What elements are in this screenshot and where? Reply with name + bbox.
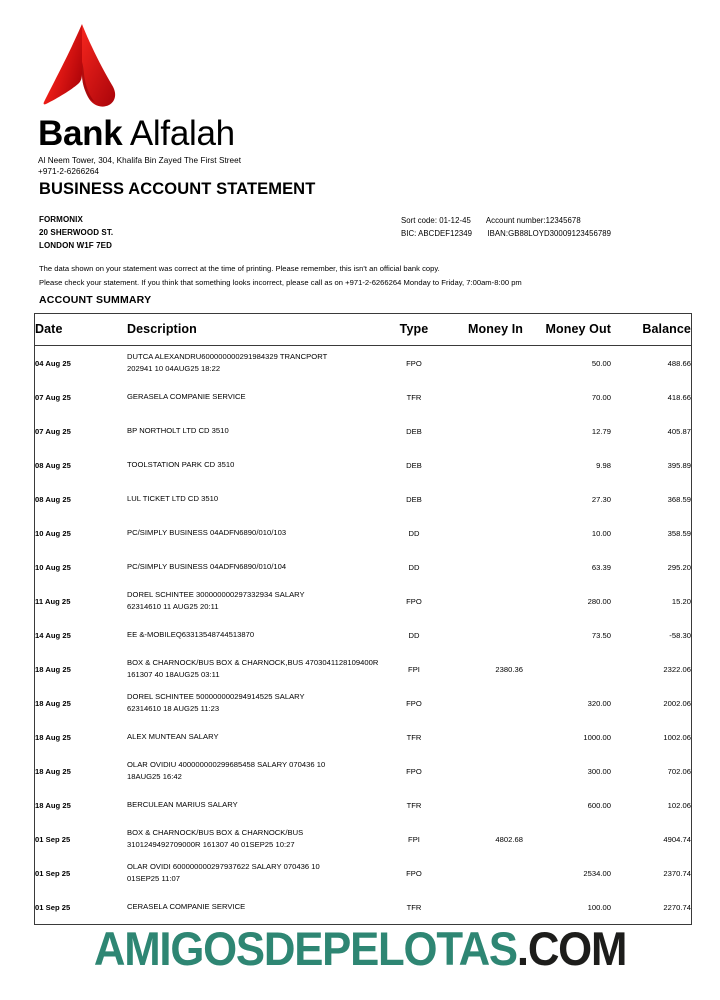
description-line-1: BERCULEAN MARIUS SALARY bbox=[127, 800, 238, 810]
cell-money-in bbox=[445, 890, 523, 924]
table-row bbox=[35, 652, 691, 686]
cell-money-in bbox=[445, 788, 523, 822]
cell-balance: 102.06 bbox=[667, 800, 691, 810]
cell-description bbox=[127, 754, 383, 788]
description-line-1: EE &-MOBILEQ63313548744513870 bbox=[127, 630, 255, 640]
description-line-1: GERASELA COMPANIE SERVICE bbox=[127, 392, 246, 402]
cell-money-out: 300.00 bbox=[587, 766, 611, 776]
cell-description bbox=[127, 822, 383, 856]
cell-money-out: 27.30 bbox=[591, 494, 611, 504]
table-row bbox=[35, 720, 691, 754]
sort-code-label: Sort code: bbox=[401, 216, 438, 225]
cell-balance: 295.20 bbox=[667, 562, 691, 572]
table-row bbox=[35, 856, 691, 890]
cell-money-in: 4802.68 bbox=[495, 834, 523, 844]
cell-money-out: 63.39 bbox=[591, 562, 611, 572]
disclaimer-text bbox=[39, 262, 679, 290]
cell-description bbox=[127, 516, 383, 550]
cell-money-in bbox=[445, 584, 523, 618]
cell-balance: 2270.74 bbox=[663, 902, 691, 912]
description-line-1: BP NORTHOLT LTD CD 3510 bbox=[127, 426, 229, 436]
cell-type: FPI bbox=[408, 834, 420, 844]
cell-type: FPO bbox=[406, 766, 422, 776]
cell-money-out: 73.50 bbox=[591, 630, 611, 640]
cell-date: 01 Sep 25 bbox=[35, 834, 71, 844]
table-row bbox=[35, 380, 691, 414]
cell-date: 18 Aug 25 bbox=[35, 766, 71, 776]
description-line-2: 202941 10 04AUG25 18:22 bbox=[127, 364, 221, 373]
description-line-2: 3101249492709000R 161307 40 01SEP25 10:27 bbox=[127, 840, 295, 849]
cell-description bbox=[127, 686, 383, 720]
cell-balance: 2002.06 bbox=[663, 698, 691, 708]
watermark-tld: .COM bbox=[516, 922, 627, 975]
table-row bbox=[35, 414, 691, 448]
bank-wordmark bbox=[38, 116, 358, 152]
cell-type: DD bbox=[408, 630, 420, 640]
customer-address-line1: 20 SHERWOOD ST. bbox=[39, 227, 114, 237]
cell-type: DD bbox=[408, 562, 420, 572]
column-header-balance: Balance bbox=[611, 314, 691, 346]
cell-money-out: 70.00 bbox=[591, 392, 611, 402]
customer-address-line2: LONDON W1F 7ED bbox=[39, 240, 112, 250]
cell-type: DD bbox=[408, 528, 420, 538]
cell-type: FPO bbox=[406, 698, 422, 708]
description-line-1: OLAR OVIDIU 400000000299685458 SALARY 070436 10 bbox=[127, 760, 326, 770]
sort-code-value: 01-12-45 bbox=[439, 216, 471, 225]
cell-money-in bbox=[445, 856, 523, 890]
cell-money-out: 2534.00 bbox=[583, 868, 611, 878]
cell-type: FPI bbox=[408, 664, 420, 674]
iban-label: IBAN: bbox=[487, 229, 509, 239]
cell-money-in bbox=[445, 754, 523, 788]
cell-money-in bbox=[445, 346, 523, 381]
cell-date: 18 Aug 25 bbox=[35, 698, 71, 708]
column-header-description: Description bbox=[127, 314, 383, 346]
description-line-1: ALEX MUNTEAN SALARY bbox=[127, 732, 219, 742]
cell-date: 18 Aug 25 bbox=[35, 664, 71, 674]
description-line-1: DUTCA ALEXANDRU600000000291984329 TRANCPORT bbox=[127, 352, 328, 362]
table-row bbox=[35, 754, 691, 788]
table-row bbox=[35, 788, 691, 822]
cell-type: FPO bbox=[406, 596, 422, 606]
cell-date: 14 Aug 25 bbox=[35, 630, 71, 640]
page-title: BUSINESS ACCOUNT STATEMENT bbox=[39, 180, 316, 198]
description-line-1: PC/SIMPLY BUSINESS 04ADFN6890/010/104 bbox=[127, 562, 287, 572]
cell-money-out: 320.00 bbox=[587, 698, 611, 708]
description-line-2: 62314610 18 AUG25 11:23 bbox=[127, 704, 220, 713]
cell-money-out: 1000.00 bbox=[583, 732, 611, 742]
disclaimer-line-1: The data shown on your statement was correct at the time of printing. Please remember, this isn't an official bank copy. bbox=[39, 264, 440, 273]
cell-balance: 1002.06 bbox=[663, 732, 691, 742]
cell-money-in bbox=[445, 414, 523, 448]
cell-money-in bbox=[445, 448, 523, 482]
watermark-site-name: AMIGOSDEPELOTAS bbox=[93, 922, 517, 975]
cell-type: FPO bbox=[406, 868, 422, 878]
bic-label: BIC: bbox=[401, 229, 417, 239]
cell-date: 08 Aug 25 bbox=[35, 460, 71, 470]
cell-money-out bbox=[523, 822, 611, 856]
cell-balance: 2370.74 bbox=[663, 868, 691, 878]
customer-name: FORMONIX bbox=[39, 215, 83, 224]
cell-money-in bbox=[445, 618, 523, 652]
description-line-2: 01SEP25 11:07 bbox=[127, 874, 181, 883]
cell-balance: 2322.06 bbox=[663, 664, 691, 674]
description-line-2: 161307 40 18AUG25 03:11 bbox=[127, 670, 220, 679]
cell-balance: 4904.74 bbox=[663, 834, 691, 844]
account-number-label: Account number: bbox=[485, 216, 546, 225]
cell-money-out bbox=[523, 652, 611, 686]
transactions-table-container bbox=[34, 313, 692, 925]
description-line-1: OLAR OVIDI 600000000297937622 SALARY 070436 10 bbox=[127, 862, 320, 872]
cell-balance: 358.59 bbox=[667, 528, 691, 538]
cell-description bbox=[127, 482, 383, 516]
cell-description bbox=[127, 618, 383, 652]
cell-money-in bbox=[445, 482, 523, 516]
cell-balance: 702.06 bbox=[667, 766, 691, 776]
bank-address bbox=[38, 155, 358, 178]
account-number-value: 12345678 bbox=[545, 216, 581, 225]
table-row bbox=[35, 618, 691, 652]
account-details-row-1 bbox=[401, 214, 611, 227]
table-row bbox=[35, 822, 691, 856]
table-row bbox=[35, 550, 691, 584]
cell-date: 01 Sep 25 bbox=[35, 902, 71, 912]
cell-money-out: 9.98 bbox=[596, 460, 611, 470]
cell-balance: 405.87 bbox=[667, 426, 691, 436]
cell-money-out: 10.00 bbox=[591, 528, 611, 538]
description-line-1: DOREL SCHINTEE 500000000294914525 SALARY bbox=[127, 692, 305, 702]
cell-date: 08 Aug 25 bbox=[35, 494, 71, 504]
cell-date: 18 Aug 25 bbox=[35, 732, 71, 742]
cell-description bbox=[127, 720, 383, 754]
table-row bbox=[35, 890, 691, 924]
table-row bbox=[35, 516, 691, 550]
description-line-1: BOX & CHARNOCK/BUS BOX & CHARNOCK/BUS bbox=[127, 828, 304, 838]
cell-money-out: 100.00 bbox=[587, 902, 611, 912]
cell-balance: 488.66 bbox=[667, 358, 691, 368]
cell-type: DEB bbox=[406, 426, 422, 436]
cell-type: FPO bbox=[406, 358, 422, 368]
description-line-1: LUL TICKET LTD CD 3510 bbox=[127, 494, 219, 504]
cell-balance: -58.30 bbox=[669, 630, 691, 640]
description-line-2: 18AUG25 16:42 bbox=[127, 772, 182, 781]
column-header-type: Type bbox=[383, 314, 445, 346]
iban-value: GB88LOYD30009123456789 bbox=[508, 229, 612, 239]
cell-money-in bbox=[445, 516, 523, 550]
disclaimer-line-2: Please check your statement. If you think that something looks incorrect, please call as on +971-2-6266264 Monday to Friday, 7:00am-8:00 pm bbox=[39, 278, 522, 288]
cell-date: 01 Sep 25 bbox=[35, 868, 71, 878]
bank-phone: +971-2-6266264 bbox=[38, 167, 100, 176]
cell-balance: 368.59 bbox=[667, 494, 691, 504]
table-row bbox=[35, 346, 691, 381]
cell-money-in: 2380.36 bbox=[495, 664, 523, 674]
cell-type: TFR bbox=[406, 392, 422, 402]
description-line-1: BOX & CHARNOCK/BUS BOX & CHARNOCK,BUS 4703041128109400R bbox=[127, 658, 379, 668]
cell-date: 07 Aug 25 bbox=[35, 426, 71, 436]
cell-date: 18 Aug 25 bbox=[35, 800, 71, 810]
column-header-date: Date bbox=[35, 314, 127, 346]
bank-logo-block bbox=[38, 22, 358, 177]
cell-description bbox=[127, 550, 383, 584]
table-row bbox=[35, 482, 691, 516]
description-line-1: PC/SIMPLY BUSINESS 04ADFN6890/010/103 bbox=[127, 528, 287, 538]
cell-type: DEB bbox=[406, 460, 422, 470]
cell-balance: 395.89 bbox=[667, 460, 691, 470]
cell-type: DEB bbox=[406, 494, 422, 504]
customer-address-block bbox=[39, 214, 113, 253]
transactions-table-head bbox=[35, 314, 691, 346]
cell-date: 11 Aug 25 bbox=[35, 596, 71, 606]
cell-balance: 418.66 bbox=[667, 392, 691, 402]
table-row bbox=[35, 448, 691, 482]
bic-value: ABCDEF12349 bbox=[418, 229, 473, 239]
alfalah-arrow-logo-icon bbox=[38, 22, 124, 114]
cell-description bbox=[127, 414, 383, 448]
description-line-2: 62314610 11 AUG25 20:11 bbox=[127, 602, 219, 611]
cell-money-in bbox=[445, 686, 523, 720]
cell-date: 04 Aug 25 bbox=[35, 358, 71, 368]
cell-money-in bbox=[445, 380, 523, 414]
cell-money-out: 600.00 bbox=[587, 800, 611, 810]
cell-date: 10 Aug 25 bbox=[35, 562, 71, 572]
cell-description bbox=[127, 652, 383, 686]
cell-description bbox=[127, 890, 383, 924]
cell-balance: 15.20 bbox=[671, 596, 691, 606]
cell-money-in bbox=[445, 550, 523, 584]
cell-type: TFR bbox=[406, 902, 422, 912]
account-details-block bbox=[401, 214, 611, 240]
cell-money-in bbox=[445, 720, 523, 754]
cell-money-out: 50.00 bbox=[591, 358, 611, 368]
cell-money-out: 280.00 bbox=[587, 596, 611, 606]
cell-type: TFR bbox=[406, 800, 422, 810]
cell-description bbox=[127, 448, 383, 482]
table-row bbox=[35, 686, 691, 720]
bank-address-line1: Al Neem Tower, 304, Khalifa Bin Zayed The First Street bbox=[38, 155, 242, 165]
column-header-money-out: Money Out bbox=[523, 314, 611, 346]
site-watermark bbox=[25, 921, 695, 976]
table-row bbox=[35, 584, 691, 618]
description-line-1: DOREL SCHINTEE 300000000297332934 SALARY bbox=[127, 590, 305, 600]
cell-type: TFR bbox=[406, 732, 422, 742]
cell-date: 10 Aug 25 bbox=[35, 528, 71, 538]
transactions-table-body bbox=[35, 346, 691, 925]
cell-date: 07 Aug 25 bbox=[35, 392, 71, 402]
description-line-1: TOOLSTATION PARK CD 3510 bbox=[127, 460, 235, 470]
cell-description bbox=[127, 346, 383, 381]
cell-description bbox=[127, 584, 383, 618]
bank-name-bold: Bank bbox=[38, 114, 123, 153]
cell-description bbox=[127, 380, 383, 414]
cell-description bbox=[127, 788, 383, 822]
account-summary-heading: ACCOUNT SUMMARY bbox=[39, 294, 152, 306]
transactions-table bbox=[35, 314, 691, 924]
table-header-row bbox=[35, 314, 691, 346]
account-details-row-2 bbox=[401, 227, 611, 240]
cell-description bbox=[127, 856, 383, 890]
column-header-money-in: Money In bbox=[445, 314, 523, 346]
description-line-1: CERASELA COMPANIE SERVICE bbox=[127, 902, 246, 912]
bank-name-light: Alfalah bbox=[129, 114, 235, 153]
cell-money-out: 12.79 bbox=[591, 426, 611, 436]
